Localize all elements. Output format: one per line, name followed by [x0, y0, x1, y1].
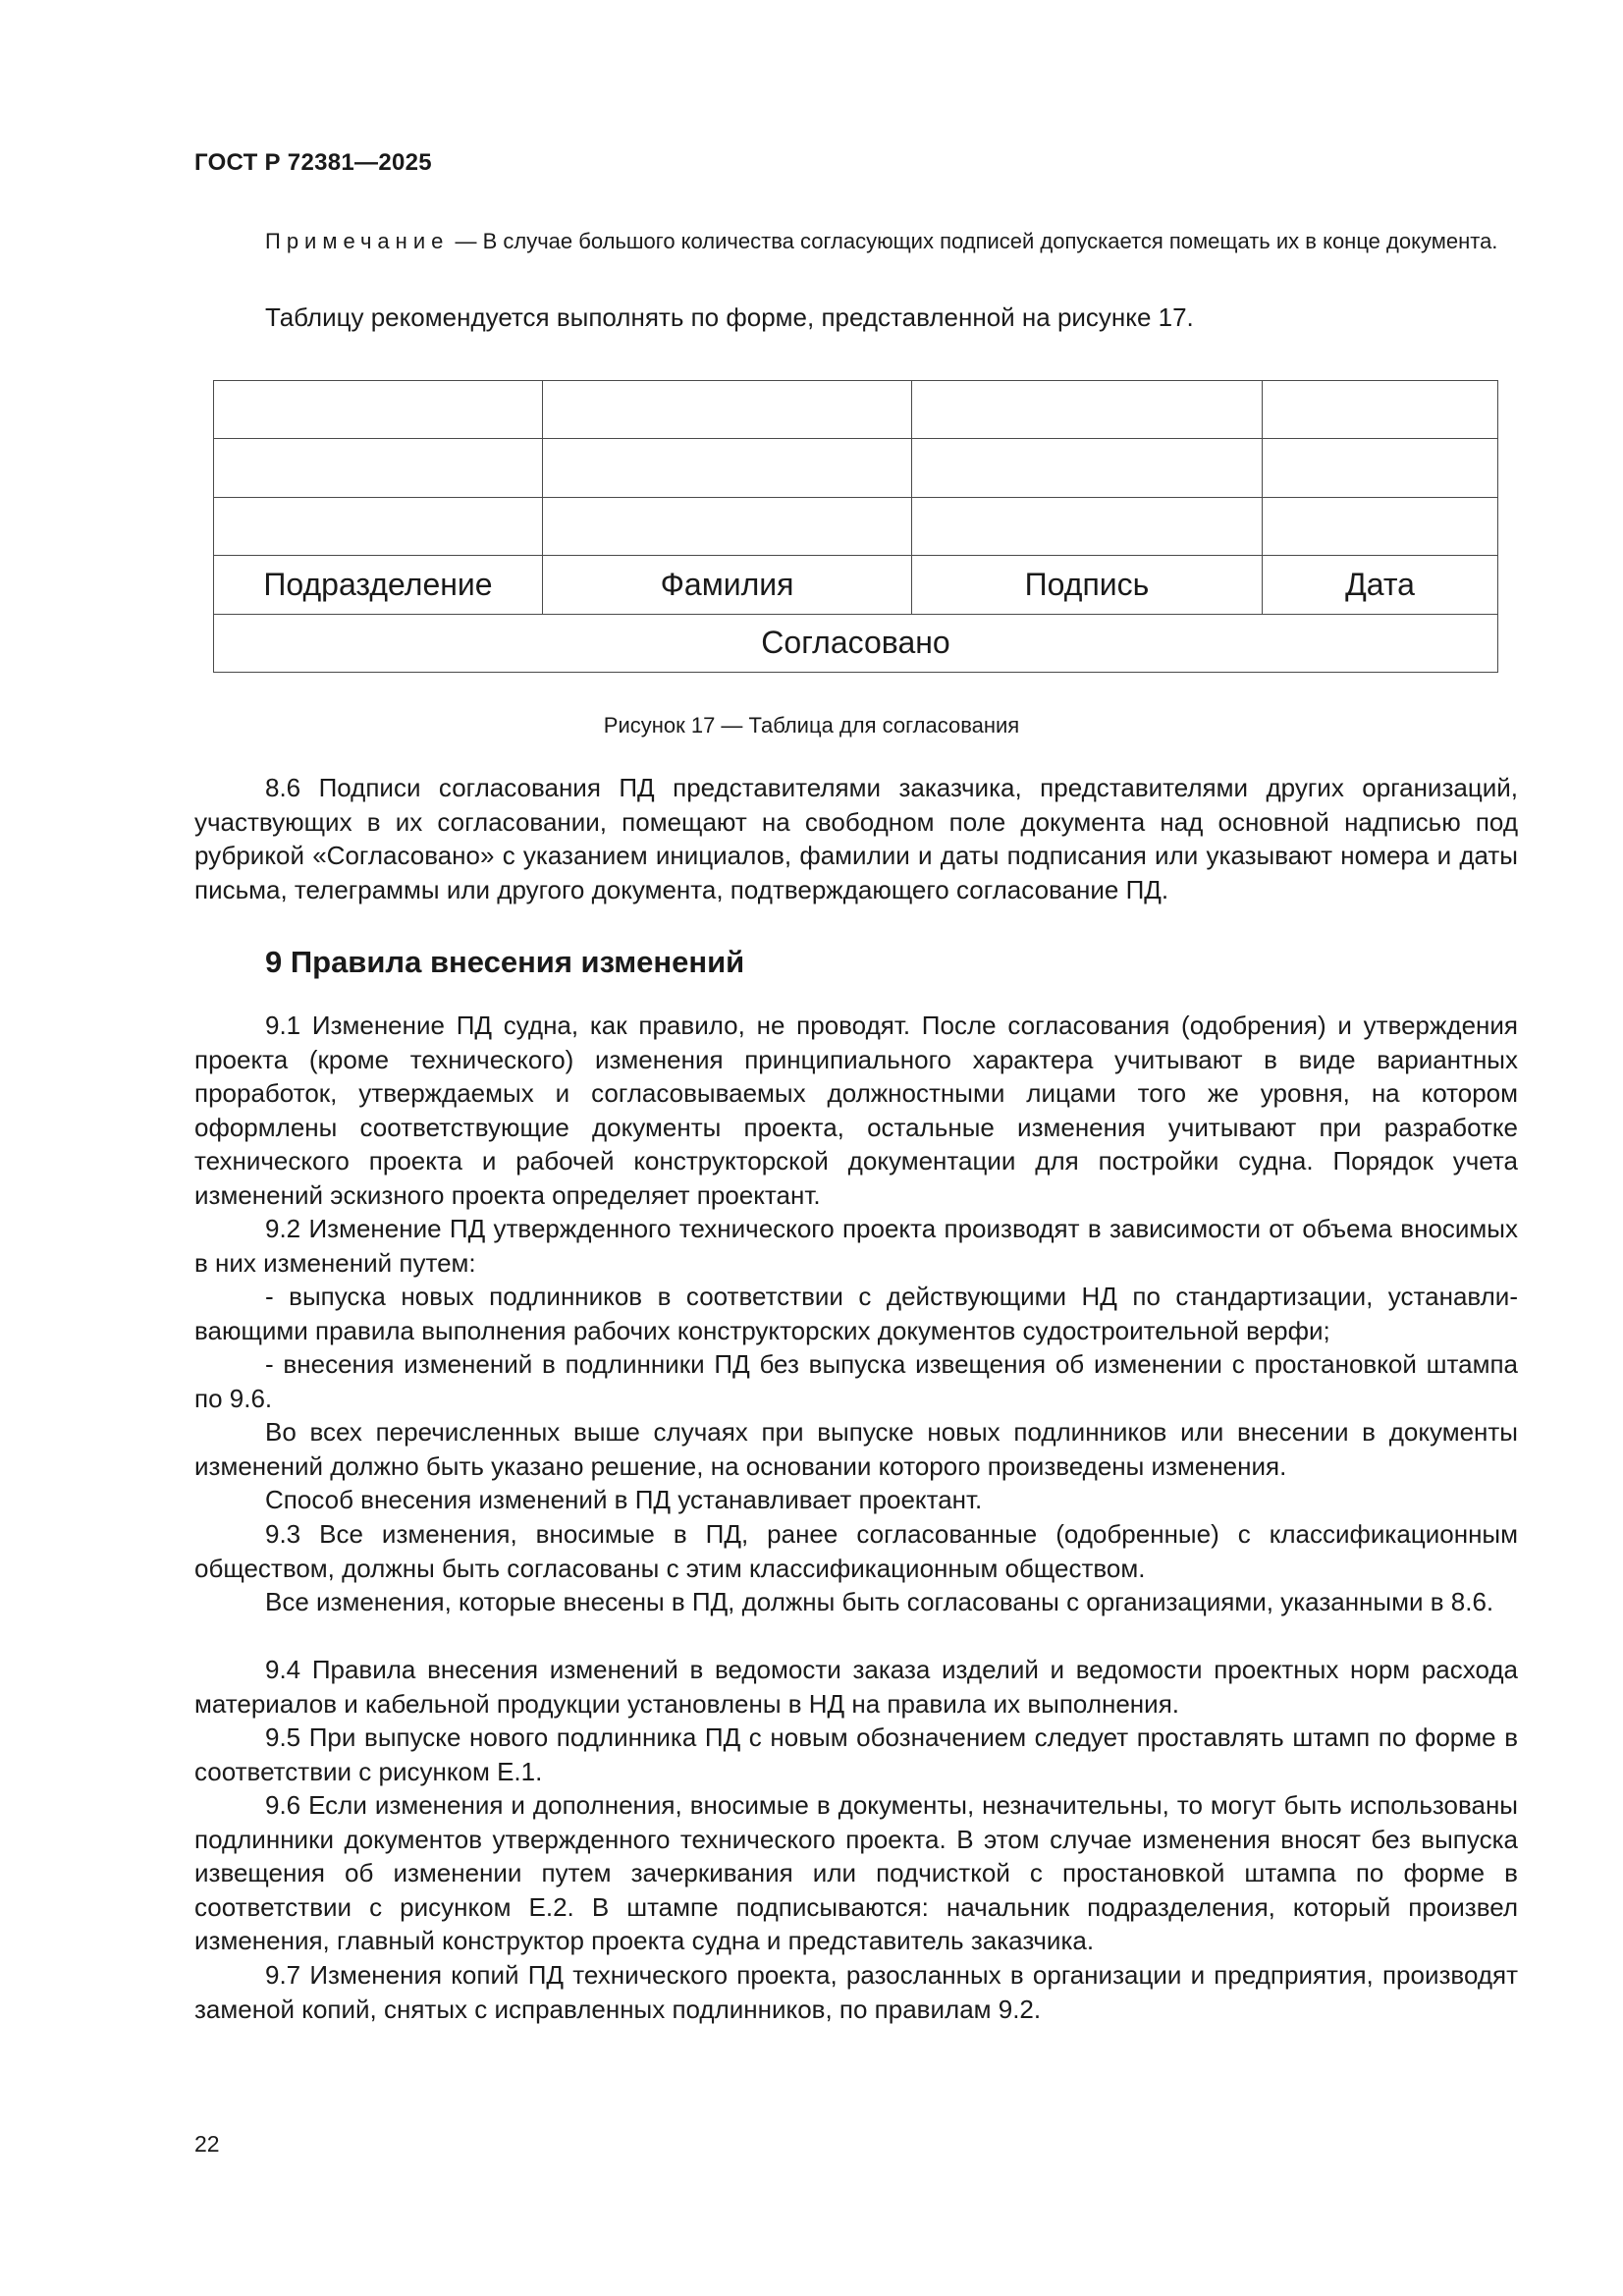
- paragraph-9-5: 9.5 При выпуске нового подлинника ПД с новым обозначением следует проставлять штамп по форме в соответствии с рисунком Е.1.: [194, 1722, 1518, 1786]
- table-row-empty-3: [214, 497, 1498, 555]
- paragraph-9-3: 9.3 Все изменения, вносимые в ПД, ранее согласованные (одобренные) с классификационным обществом, должны быть согласованы с этим классификационным обществом.: [194, 1519, 1518, 1583]
- document-code-header: ГОСТ Р 72381—2025: [194, 149, 432, 176]
- paragraph-9-2-method: Способ внесения изменений в ПД устанавливает проектант.: [265, 1485, 983, 1514]
- approved-label: Согласовано: [214, 614, 1498, 672]
- column-header-surname: Фамилия: [543, 556, 912, 614]
- paragraph-8-6: 8.6 Подписи согласования ПД представителями заказчика, представителями других организаций, участвующих в их согласовании, помещают на свободном поле документа над основной надписью под рубрикой «Согласовано» с указанием инициалов, фамилии и даты подписания или указывают номера и даты письма, телеграммы или другого документа, подтверждающего согласование ПД.: [194, 773, 1518, 904]
- table-cell: [912, 381, 1263, 439]
- page-number: 22: [194, 2131, 220, 2157]
- table-cell: [543, 497, 912, 555]
- note-dash: —: [449, 229, 483, 253]
- table-footer-row: [214, 614, 1498, 672]
- column-header-signature: Подпись: [912, 556, 1263, 614]
- table-cell: [1263, 497, 1498, 555]
- figure-caption: Рисунок 17 — Таблица для согласования: [603, 713, 1020, 738]
- paragraph-9-6: 9.6 Если изменения и дополнения, вносимые в документы, незначительны, то могут быть использованы подлинники документов утвержденного технического проекта. В этом случае изменения вносят без выпуска извещения об изменении путем зачеркивания или подчисткой с простановкой штампа по форме в соответствии с рисунком Е.2. В штампе подписываются: начальник подразделения, который произвел изменения, главный конструктор проекта судна и представитель заказчика.: [194, 1790, 1518, 1955]
- table-header-row: [214, 556, 1498, 614]
- table-cell: [214, 381, 543, 439]
- paragraph-9-2-note: Во всех перечисленных выше случаях при выпуске новых подлинников или внесении в документы изменений должно быть указано решение, на основании которого произведены изменения.: [194, 1417, 1518, 1481]
- paragraph-9-1: 9.1 Изменение ПД судна, как правило, не проводят. После согласования (одобрения) и утверждения проекта (кроме технического) изменения принципиального характера учитывают в виде вариантных проработок, утверждаемых и согласовываемых должностными лицами того же уровня, на котором оформлены соответствующие документы проекта, остальные изменения учитывают при разработке технического проекта и рабочей конструкторской документации для постройки судна. Порядок учета изменений эскизного проекта определяет проектант.: [194, 1011, 1518, 1210]
- note-text: В случае большого количества согласующих подписей допускается помещать их в конце документа.: [482, 229, 1498, 253]
- paragraph-9-2-item-a: - выпуска новых подлинников в соответствии с действующими НД по стандартизации, устанавливающими правила выполнения рабочих конструкторских документов судостроительной верфи;: [194, 1282, 1518, 1345]
- paragraph-9-7: 9.7 Изменения копий ПД технического проекта, разосланных в организации и предприятия, производят заменой копий, снятых с исправленных подлинников, по правилам 9.2.: [194, 1960, 1518, 2024]
- paragraph-9-3-b: Все изменения, которые внесены в ПД, должны быть согласованы с организациями, указанными в 8.6.: [265, 1587, 1494, 1616]
- table-cell: [912, 439, 1263, 497]
- approval-table: [213, 380, 1498, 673]
- note-label: Примечание: [265, 229, 450, 253]
- column-header-date: Дата: [1263, 556, 1498, 614]
- table-cell: [543, 439, 912, 497]
- table-cell: [1263, 381, 1498, 439]
- table-cell: [912, 497, 1263, 555]
- column-header-department: Подразделение: [214, 556, 543, 614]
- table-cell: [543, 381, 912, 439]
- note-block: [194, 226, 1518, 256]
- paragraph-9-4: 9.4 Правила внесения изменений в ведомости заказа изделий и ведомости проектных норм расхода материалов и кабельной продукции установлены в НД на правила их выполнения.: [194, 1655, 1518, 1719]
- table-cell: [214, 439, 543, 497]
- table-row-empty-2: [214, 439, 1498, 497]
- intro-paragraph: Таблицу рекомендуется выполнять по форме, представленной на рисунке 17.: [265, 302, 1194, 332]
- table-cell: [214, 497, 543, 555]
- paragraph-9-2: 9.2 Изменение ПД утвержденного технического проекта производят в зависимости от объема вносимых в них изменений путем:: [194, 1214, 1518, 1278]
- paragraph-9-2-item-b: - внесения изменений в подлинники ПД без выпуска извещения об изменении с простановкой штампа по 9.6.: [194, 1349, 1518, 1413]
- table-cell: [1263, 439, 1498, 497]
- table-row-empty-1: [214, 381, 1498, 439]
- section-title: 9 Правила внесения изменений: [265, 945, 745, 979]
